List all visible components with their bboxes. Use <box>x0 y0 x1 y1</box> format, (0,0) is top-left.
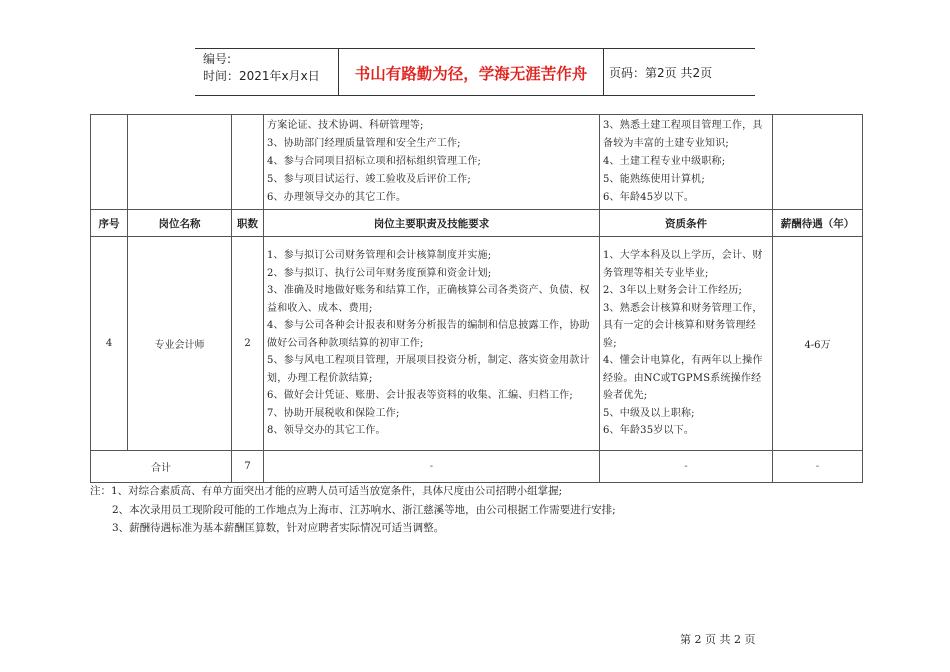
list-item: 1、大学本科及以上学历，会计、财务管理等相关专业毕业; <box>603 250 763 279</box>
list-item: 4、土建工程专业中级职称; <box>603 156 726 167</box>
cell-salary-empty <box>773 115 863 210</box>
list-item: 3、准确及时地做好账务和结算工作，正确核算公司各类资产、负债、权益和收入、成本、费用; <box>267 285 590 314</box>
total-count: 7 <box>232 451 264 483</box>
list-item: 3、熟悉土建工程项目管理工作，具备较为丰富的土建专业知识; <box>603 120 763 149</box>
header-top-rule <box>195 48 755 49</box>
list-item: 2、参与拟订、执行公司年财务度预算和资金计划; <box>267 267 492 279</box>
duties-list-continued <box>264 115 599 209</box>
header-count: 职数 <box>232 210 264 237</box>
table-header-row <box>91 210 863 237</box>
document-header <box>195 48 755 96</box>
cell-count-empty <box>232 115 264 210</box>
total-duties-dash: - <box>264 451 600 483</box>
header-duties: 岗位主要职责及技能要求 <box>264 210 600 237</box>
total-quals-dash: - <box>600 451 773 483</box>
cell-no-empty <box>91 115 128 210</box>
note-item: 注：1、对综合素质高、有单方面突出才能的应聘人员可适当放宽条件，具体尺度由公司招聘小组掌握; <box>90 485 563 497</box>
header-page-code: 页码：第2页 共2页 <box>609 66 713 80</box>
total-salary-dash: - <box>773 451 863 483</box>
doc-number-label: 编号: <box>203 52 232 66</box>
cell-no: 4 <box>91 237 128 451</box>
table-row-continued <box>91 115 863 210</box>
doc-time: 时间：2021年x月x日 <box>203 69 320 83</box>
header-separator-right <box>603 48 604 96</box>
list-item: 方案论证、技术协调、科研管理等; <box>267 120 424 131</box>
list-item: 6、年龄35岁以下。 <box>603 425 695 437</box>
header-salary: 薪酬待遇（年） <box>773 210 863 237</box>
list-item: 8、领导交办的其它工作。 <box>267 425 386 437</box>
cell-position-empty <box>128 115 232 210</box>
list-item: 4、参与合同项目招标立项和招标组织管理工作; <box>267 156 482 167</box>
list-item: 6、年龄45岁以下。 <box>603 192 695 203</box>
header-separator-left <box>338 48 339 96</box>
header-meta <box>203 51 320 85</box>
duties-list <box>264 245 599 442</box>
list-item: 4、参与公司各种会计报表和财务分析报告的编制和信息披露工作，协助做好公司各种款项结算的初审工作; <box>267 320 590 349</box>
list-item: 2、3年以上财务会计工作经历; <box>603 285 743 297</box>
list-item: 1、参与拟订公司财务管理和会计核算制度并实施; <box>267 250 492 262</box>
list-item: 6、做好会计凭证、账册、会计报表等资料的收集、汇编、归档工作; <box>267 390 573 402</box>
header-bottom-rule <box>195 95 755 96</box>
header-no: 序号 <box>91 210 128 237</box>
cell-duties-continued <box>264 115 600 210</box>
list-item: 6、办理领导交办的其它工作。 <box>267 192 407 203</box>
header-quals: 资质条件 <box>600 210 773 237</box>
table-total-row <box>91 451 863 483</box>
list-item: 5、中级及以上职称; <box>603 407 695 419</box>
quals-list <box>600 245 772 442</box>
cell-count: 2 <box>232 237 264 451</box>
quals-list-continued <box>600 115 772 209</box>
cell-quals-continued <box>600 115 773 210</box>
table-row <box>91 237 863 451</box>
header-slogan: 书山有路勤为径，学海无涯苦作舟 <box>354 65 588 83</box>
list-item: 5、参与风电工程项目管理，开展项目投资分析，制定、落实资金用款计划，办理工程价款结算; <box>267 355 590 384</box>
footer-page-number: 第 2 页 共 2 页 <box>680 633 756 646</box>
list-item: 3、熟悉会计核算和财务管理工作，具有一定的会计核算和财务管理经验; <box>603 302 763 349</box>
cell-duties <box>264 237 600 451</box>
recruitment-table <box>90 114 863 483</box>
cell-position: 专业会计师 <box>128 237 232 451</box>
list-item: 5、能熟练使用计算机; <box>603 174 705 185</box>
list-item: 3、协助部门经理质量管理和安全生产工作; <box>267 138 461 149</box>
note-item: 2、本次录用员工现阶段可能的工作地点为上海市、江苏响水、浙江慈溪等地，由公司根据工作需要进行安排; <box>112 503 616 516</box>
list-item: 5、参与项目试运行、竣工验收及后评价工作; <box>267 174 471 185</box>
list-item: 4、懂会计电算化，有两年以上操作经验。由NC或TGPMS系统操作经验者优先; <box>603 355 763 402</box>
cell-quals <box>600 237 773 451</box>
list-item: 7、协助开展税收和保险工作; <box>267 407 400 419</box>
total-label: 合计 <box>91 451 232 483</box>
note-item: 3、薪酬待遇标准为基本薪酬匡算数，针对应聘者实际情况可适当调整。 <box>112 522 445 534</box>
header-position: 岗位名称 <box>128 210 232 237</box>
notes-block <box>90 482 616 538</box>
cell-salary: 4-6万 <box>773 237 863 451</box>
